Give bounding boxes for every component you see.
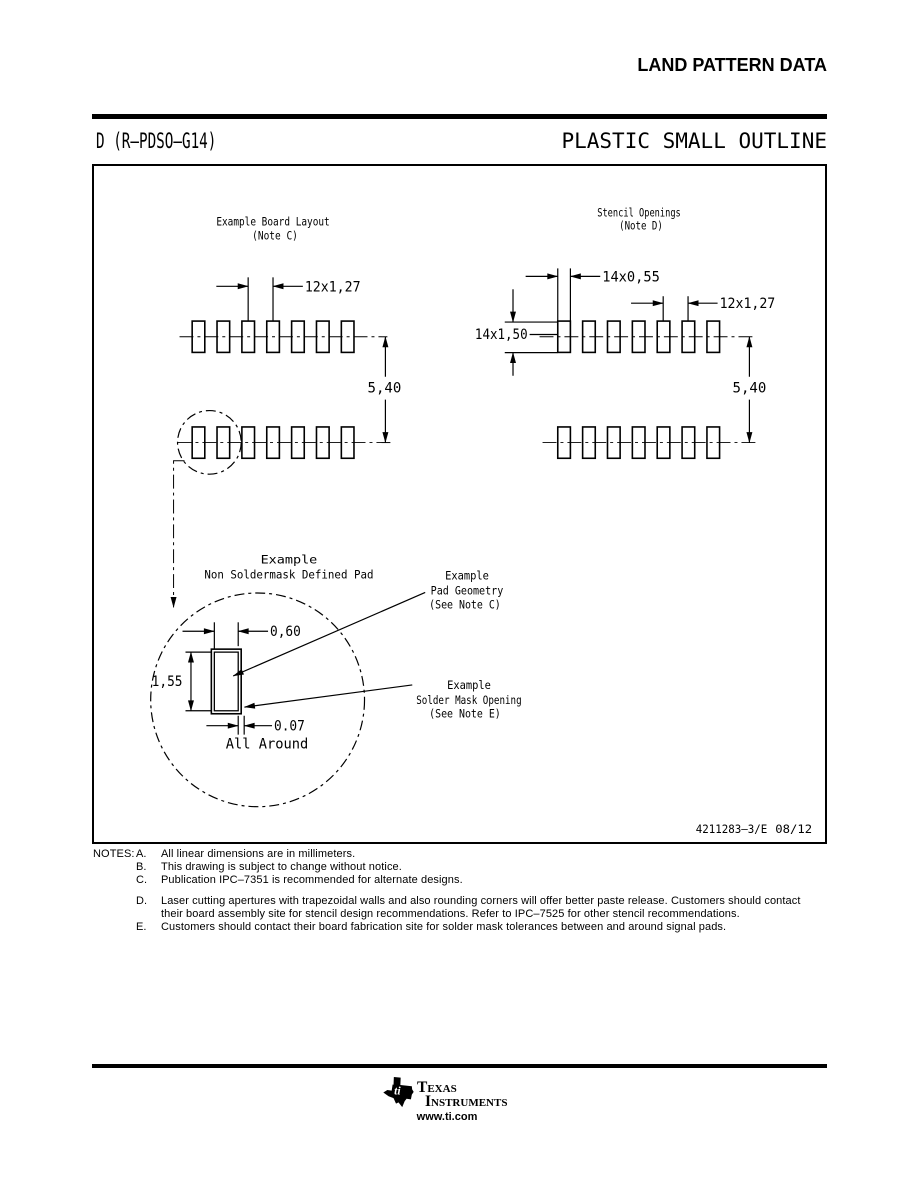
- note-text: All linear dimensions are in millimeters.: [161, 848, 356, 860]
- note-letter: A.: [136, 848, 147, 860]
- detail-view: [151, 553, 522, 807]
- package-designator: D (R–PDSO–G14): [96, 129, 217, 153]
- detail-leader: [174, 461, 185, 608]
- top-rule: [92, 114, 827, 119]
- detail-circle: [151, 593, 365, 807]
- solder-mask-leader: [244, 685, 412, 707]
- stencil-title: Stencil Openings: [597, 205, 681, 220]
- page-title: LAND PATTERN DATA: [637, 55, 827, 75]
- detail-title-line1: Example: [260, 552, 318, 567]
- board-layout-subtitle: (Note C): [252, 228, 298, 243]
- dimension-row-spacing: [368, 337, 402, 443]
- svg-text:Example: Example: [445, 568, 489, 583]
- dimension-pad-width: [183, 622, 301, 649]
- website-link[interactable]: www.ti.com: [416, 1111, 478, 1123]
- svg-text:Solder Mask Opening: Solder Mask Opening: [416, 692, 522, 707]
- note-item-c: [136, 874, 826, 887]
- dim-row-spacing-value: 5,40: [732, 380, 767, 397]
- dimension-opening-width: [526, 268, 660, 321]
- stencil-subtitle: (Note D): [619, 218, 663, 233]
- package-family: PLASTIC SMALL OUTLINE: [561, 129, 827, 153]
- footer-rule: [92, 1064, 827, 1068]
- dimension-pitch: [216, 277, 360, 321]
- dim-pad-width-value: 0,60: [270, 624, 301, 641]
- svg-text:(See Note C): (See Note C): [429, 597, 501, 612]
- dim-pitch-value: 12x1,27: [304, 279, 361, 296]
- stencil-diagram: [475, 206, 775, 443]
- note-text: Publication IPC–7351 is recommended for alternate designs.: [161, 874, 463, 886]
- brand-instruments: Instruments: [425, 1092, 508, 1110]
- dim-pad-height-value: 1,55: [151, 673, 183, 690]
- note-item-e: [136, 921, 826, 934]
- detail-title-line2: Non Soldermask Defined Pad: [204, 567, 374, 582]
- dimension-pitch: [631, 296, 775, 321]
- dimension-mask-clearance: [206, 716, 308, 753]
- pad-outline: [214, 652, 238, 711]
- brand-name: [417, 1077, 507, 1108]
- board-layout-diagram: [174, 215, 402, 608]
- title-bar: [92, 129, 827, 155]
- note-letter: D.: [136, 895, 148, 907]
- dim-row-spacing-value: 5,40: [367, 380, 402, 397]
- notes-list: [136, 848, 826, 934]
- dim-pitch-value: 12x1,27: [719, 296, 776, 313]
- note-text: Customers should contact their board fabrication site for solder mask tolerances between and around signal pads.: [161, 921, 727, 933]
- dimension-opening-height: [475, 289, 558, 375]
- dimension-pad-height: [152, 652, 212, 711]
- svg-text:(See Note E): (See Note E): [429, 706, 501, 721]
- note-letter: C.: [136, 874, 148, 886]
- ti-logo: [383, 1077, 507, 1108]
- note-item-d: [136, 895, 826, 921]
- ti-monogram: ti: [394, 1084, 401, 1098]
- dimension-row-spacing: [733, 337, 767, 443]
- notes-section: [0, 848, 918, 934]
- land-pattern-drawing: [94, 166, 825, 842]
- dim-opening-width-value: 14x0,55: [602, 269, 660, 286]
- note-item-b: [136, 861, 826, 874]
- drawing-revision-date: 08/12: [775, 822, 813, 837]
- board-layout-title: Example Board Layout: [216, 214, 330, 229]
- drawing-number: 4211283–3/E: [695, 822, 768, 837]
- ti-texas-logo-icon: [383, 1077, 414, 1108]
- note-text: This drawing is subject to change without notice.: [161, 861, 402, 873]
- note-letter: E.: [136, 921, 147, 933]
- dim-opening-height-value: 14x1,50: [474, 326, 528, 343]
- pad-geometry-label: [429, 569, 503, 612]
- note-letter: B.: [136, 861, 147, 873]
- solder-mask-label: [416, 678, 521, 721]
- pad-arrays: [192, 321, 719, 458]
- svg-text:Pad Geometry: Pad Geometry: [430, 583, 504, 598]
- drawing-frame: [92, 164, 827, 844]
- svg-text:Example: Example: [447, 677, 491, 692]
- pad-geometry-leader: [233, 592, 425, 676]
- note-text: Laser cutting apertures with trapezoidal walls and also rounding corners will offer better paste release. Customers should contact their board assembly site for stencil design recommendations. Refer to IPC–7525 for other stencil recommendations.: [161, 895, 801, 920]
- note-item-a: [136, 848, 826, 861]
- brand-texas: Texas: [417, 1079, 457, 1096]
- dim-mask-clearance-label: All Around: [225, 736, 309, 753]
- notes-label: NOTES:: [93, 848, 135, 860]
- dim-mask-clearance-value: 0.07: [274, 718, 305, 735]
